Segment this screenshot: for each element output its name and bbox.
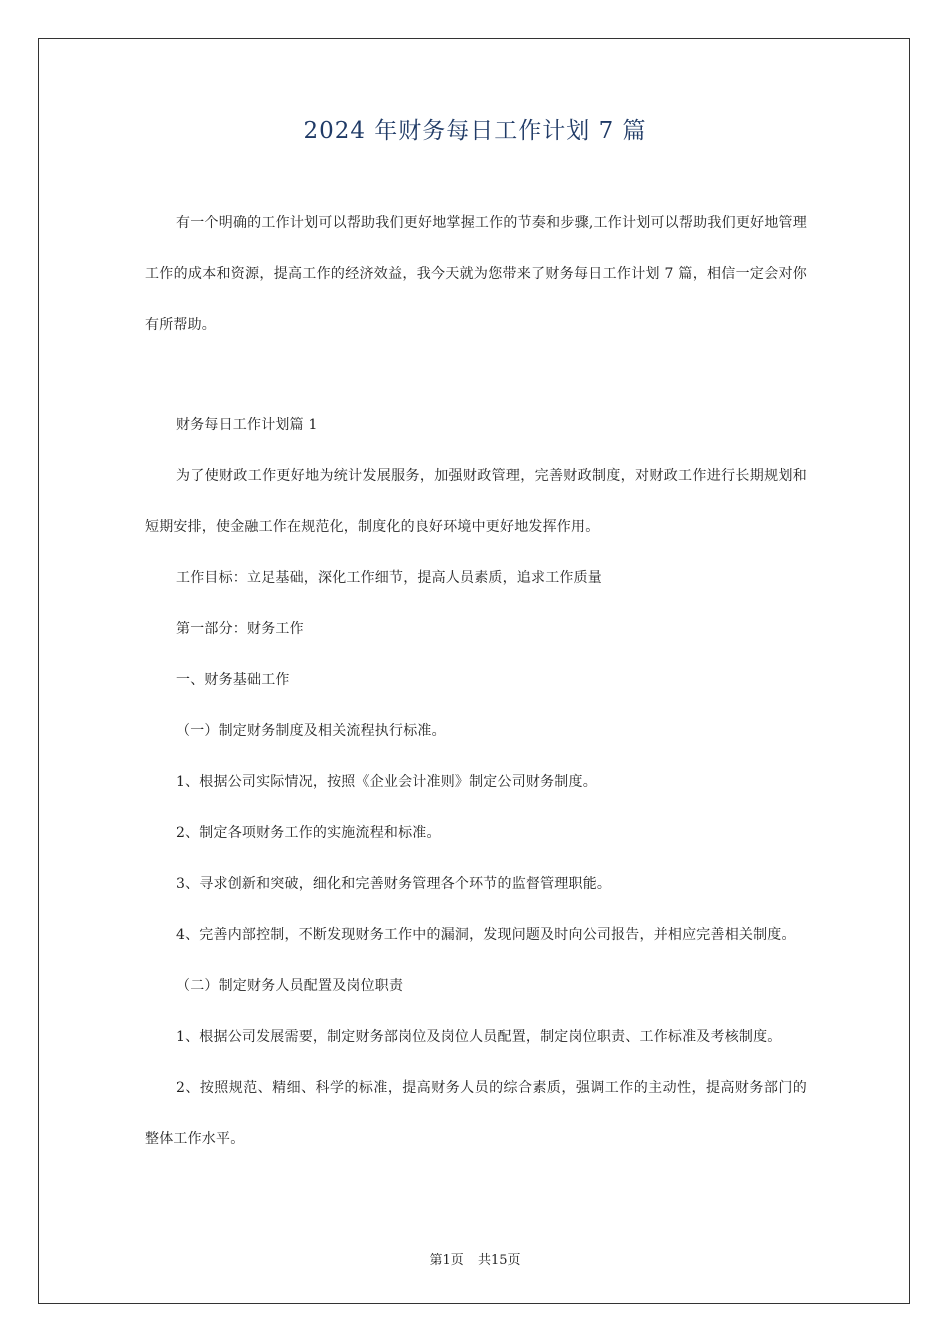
section-heading: 财务每日工作计划篇 1 bbox=[176, 417, 318, 433]
body-paragraph: 3、寻求创新和突破，细化和完善财务管理各个环节的监督管理职能。 bbox=[176, 876, 612, 892]
body-paragraph: 2、制定各项财务工作的实施流程和标准。 bbox=[176, 825, 441, 841]
body-paragraph: 第一部分：财务工作 bbox=[176, 621, 304, 637]
page-footer bbox=[0, 1249, 950, 1268]
intro-paragraph: 有一个明确的工作计划可以帮助我们更好地掌握工作的节奏和步骤,工作计划可以帮助我们更好地管理工作的成本和资源，提高工作的经济效益，我今天就为您带来了财务每日工作计划 7 篇，相信一定会对你有所帮助。 bbox=[145, 215, 807, 333]
body-paragraph: （一）制定财务制度及相关流程执行标准。 bbox=[176, 723, 446, 739]
page-number-current: 第1页 bbox=[429, 1253, 464, 1268]
body-paragraph: 为了使财政工作更好地为统计发展服务，加强财政管理，完善财政制度，对财政工作进行长期规划和短期安排，使金融工作在规范化，制度化的良好环境中更好地发挥作用。 bbox=[145, 468, 807, 535]
document-title: 2024 年财务每日工作计划 7 篇 bbox=[303, 118, 647, 144]
body-paragraph: 工作目标：立足基础，深化工作细节，提高人员素质，追求工作质量 bbox=[176, 570, 602, 586]
body-paragraph: 2、按照规范、精细、科学的标准，提高财务人员的综合素质，强调工作的主动性，提高财务部门的整体工作水平。 bbox=[145, 1080, 807, 1147]
body-paragraph: 1、根据公司实际情况，按照《企业会计准则》制定公司财务制度。 bbox=[176, 774, 597, 790]
body-paragraph: 1、根据公司发展需要，制定财务部岗位及岗位人员配置，制定岗位职责、工作标准及考核制度。 bbox=[176, 1029, 782, 1045]
page-number-total: 共15页 bbox=[477, 1253, 521, 1268]
document-body bbox=[145, 198, 807, 1165]
body-paragraph: 4、完善内部控制，不断发现财务工作中的漏洞，发现问题及时向公司报告，并相应完善相关制度。 bbox=[176, 927, 796, 943]
body-paragraph: 一、财务基础工作 bbox=[176, 672, 290, 688]
section-gap bbox=[145, 351, 807, 400]
body-paragraph: （二）制定财务人员配置及岗位职责 bbox=[176, 978, 404, 994]
